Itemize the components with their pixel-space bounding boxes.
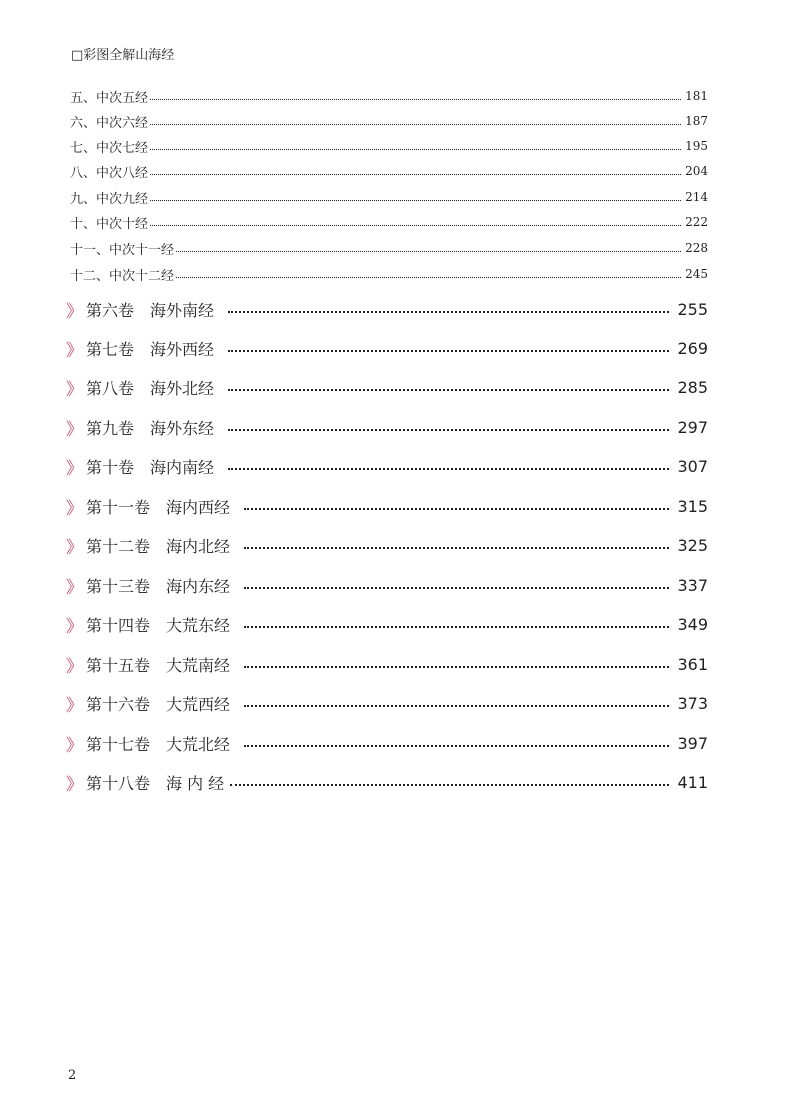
chevron-marker-icon: 》 xyxy=(66,774,83,795)
entry-page: 181 xyxy=(685,89,708,103)
entry-page: 397 xyxy=(677,733,708,753)
dot-leader xyxy=(150,225,681,226)
entry-title: 第十八卷 海 内 经 xyxy=(86,773,225,793)
chevron-marker-icon: 》 xyxy=(66,537,83,558)
entry-title: 第六卷 海外南经 xyxy=(86,300,215,320)
entry-title: 第七卷 海外西经 xyxy=(86,339,215,359)
entry-title: 五、中次五经 xyxy=(70,90,149,106)
major-entry[interactable] xyxy=(66,374,708,400)
chevron-marker-icon: 》 xyxy=(66,458,83,479)
chevron-marker-icon: 》 xyxy=(66,498,83,519)
dot-leader xyxy=(244,745,669,747)
dot-leader xyxy=(228,350,669,352)
entry-title: 八、中次八经 xyxy=(70,165,149,181)
dot-leader xyxy=(244,547,669,549)
entry-page: 361 xyxy=(677,654,708,674)
major-entry[interactable] xyxy=(66,453,708,479)
major-entry[interactable] xyxy=(66,611,708,637)
major-entry[interactable] xyxy=(66,690,708,716)
entry-page: 325 xyxy=(677,535,708,555)
chevron-marker-icon: 》 xyxy=(66,379,83,400)
major-entry[interactable] xyxy=(66,414,708,440)
entry-page: 307 xyxy=(677,456,708,476)
entry-title: 第八卷 海外北经 xyxy=(86,378,215,398)
major-entry[interactable] xyxy=(66,493,708,519)
entry-page: 297 xyxy=(677,417,708,437)
entry-title: 第十卷 海内南经 xyxy=(86,457,215,477)
dot-leader xyxy=(244,587,669,589)
dot-leader xyxy=(176,277,681,278)
major-entry[interactable] xyxy=(66,532,708,558)
chevron-marker-icon: 》 xyxy=(66,695,83,716)
entry-page: 285 xyxy=(677,377,708,397)
sub-entry[interactable] xyxy=(70,86,708,106)
dot-leader xyxy=(150,124,681,125)
chevron-marker-icon: 》 xyxy=(66,419,83,440)
major-entry[interactable] xyxy=(66,296,708,322)
entry-title: 第十五卷 大荒南经 xyxy=(86,655,231,675)
chevron-marker-icon: 》 xyxy=(66,577,83,598)
sub-entry[interactable] xyxy=(70,212,708,232)
entry-page: 411 xyxy=(677,772,708,792)
entry-page: 337 xyxy=(677,575,708,595)
dot-leader xyxy=(150,174,681,175)
sub-entry[interactable] xyxy=(70,238,708,258)
sub-entry[interactable] xyxy=(70,264,708,284)
entry-title: 第九卷 海外东经 xyxy=(86,418,215,438)
major-entry[interactable] xyxy=(66,730,708,756)
entry-title: 十一、中次十一经 xyxy=(70,242,175,258)
chevron-marker-icon: 》 xyxy=(66,301,83,322)
dot-leader xyxy=(176,251,681,252)
dot-leader xyxy=(244,705,669,707)
entry-title: 第十二卷 海内北经 xyxy=(86,536,231,556)
entry-title: 七、中次七经 xyxy=(70,140,149,156)
entry-title: 九、中次九经 xyxy=(70,191,149,207)
dot-leader xyxy=(244,626,669,628)
major-entry[interactable] xyxy=(66,651,708,677)
dot-leader xyxy=(244,508,669,510)
entry-title: 第十六卷 大荒西经 xyxy=(86,694,231,714)
running-header: □彩图全解山海经 xyxy=(71,48,175,63)
entry-title: 十、中次十经 xyxy=(70,216,149,232)
dot-leader xyxy=(244,666,669,668)
dot-leader xyxy=(150,99,681,100)
major-entry[interactable] xyxy=(66,335,708,361)
major-entry[interactable] xyxy=(66,572,708,598)
entry-title: 第十七卷 大荒北经 xyxy=(86,734,231,754)
entry-page: 214 xyxy=(685,190,708,204)
sub-entry[interactable] xyxy=(70,111,708,131)
entry-page: 187 xyxy=(685,114,708,128)
entry-page: 255 xyxy=(677,299,708,319)
entry-page: 269 xyxy=(677,338,708,358)
entry-title: 十二、中次十二经 xyxy=(70,268,175,284)
entry-title: 第十四卷 大荒东经 xyxy=(86,615,231,635)
entry-page: 373 xyxy=(677,693,708,713)
dot-leader xyxy=(228,429,669,431)
entry-page: 222 xyxy=(685,215,708,229)
major-entry[interactable] xyxy=(66,769,708,795)
sub-entry[interactable] xyxy=(70,161,708,181)
dot-leader xyxy=(230,784,669,786)
entry-page: 195 xyxy=(685,139,708,153)
entry-page: 315 xyxy=(677,496,708,516)
chevron-marker-icon: 》 xyxy=(66,616,83,637)
entry-page: 349 xyxy=(677,614,708,634)
chevron-marker-icon: 》 xyxy=(66,735,83,756)
entry-page: 228 xyxy=(685,241,708,255)
dot-leader xyxy=(150,200,681,201)
entry-page: 245 xyxy=(685,267,708,281)
dot-leader xyxy=(150,149,681,150)
entry-title: 第十三卷 海内东经 xyxy=(86,576,231,596)
page-number: 2 xyxy=(68,1068,77,1083)
entry-title: 第十一卷 海内西经 xyxy=(86,497,231,517)
entry-page: 204 xyxy=(685,164,708,178)
entry-title: 六、中次六经 xyxy=(70,115,149,131)
sub-entry[interactable] xyxy=(70,187,708,207)
chevron-marker-icon: 》 xyxy=(66,340,83,361)
chevron-marker-icon: 》 xyxy=(66,656,83,677)
dot-leader xyxy=(228,311,669,313)
dot-leader xyxy=(228,389,669,391)
sub-entry[interactable] xyxy=(70,136,708,156)
dot-leader xyxy=(228,468,669,470)
